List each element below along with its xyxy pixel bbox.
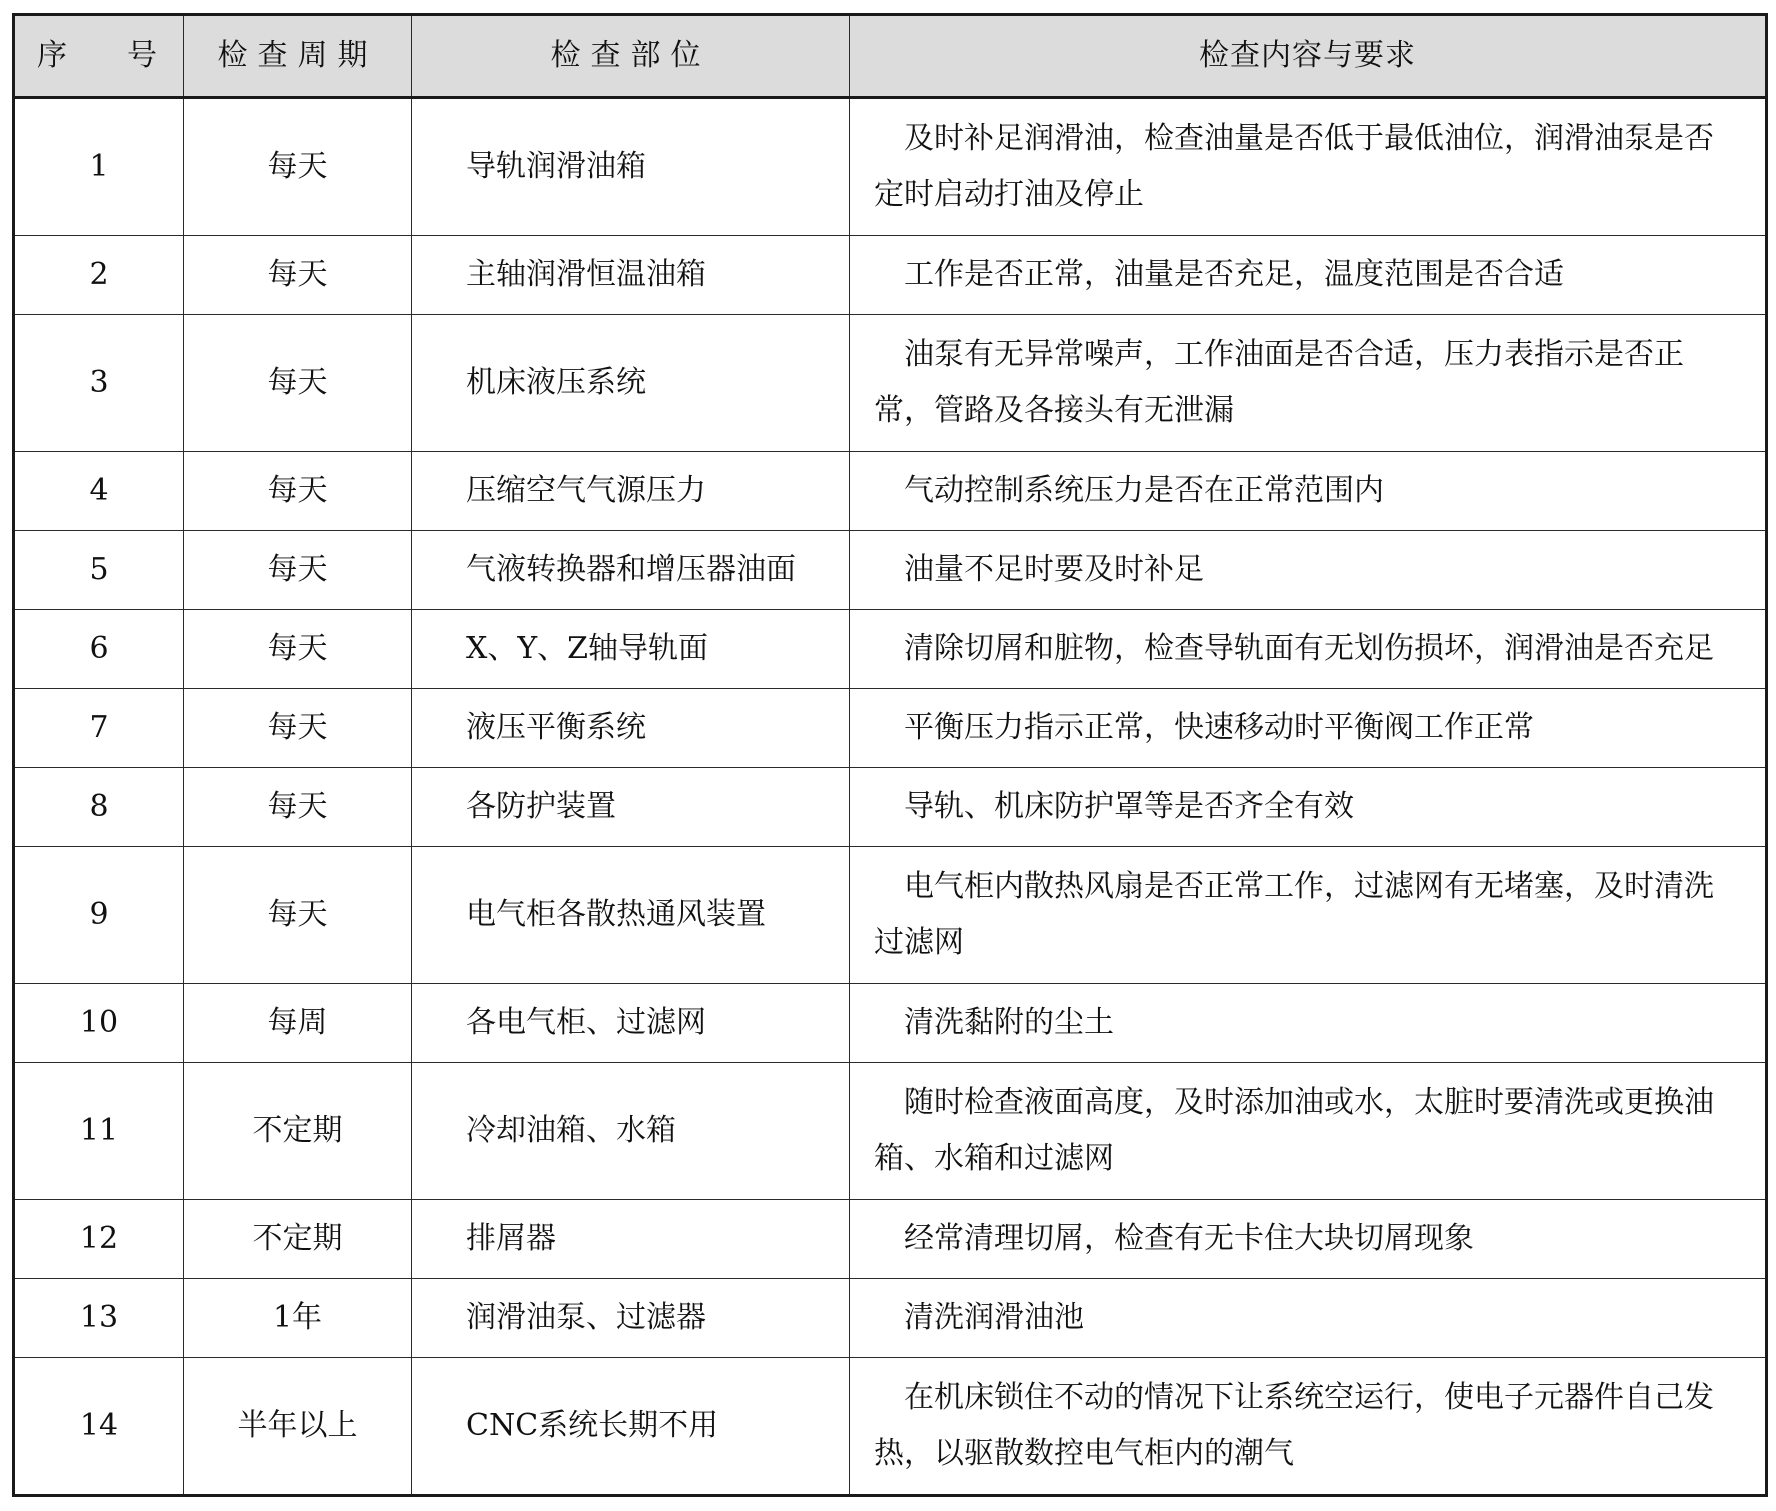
row-content: 油量不足时要及时补足 <box>850 531 1767 610</box>
table-row <box>14 984 1767 1063</box>
row-content: 经常清理切屑，检查有无卡住大块切屑现象 <box>850 1200 1767 1279</box>
table-body <box>14 98 1767 1496</box>
row-part: 液压平衡系统 <box>412 689 850 768</box>
row-content: 工作是否正常，油量是否充足，温度范围是否合适 <box>850 236 1767 315</box>
maintenance-table-container <box>12 13 1765 1497</box>
header-part: 检查部位 <box>412 15 850 98</box>
row-part: 润滑油泵、过滤器 <box>412 1279 850 1358</box>
table-row <box>14 1279 1767 1358</box>
row-part: 气液转换器和增压器油面 <box>412 531 850 610</box>
row-seq: 7 <box>14 689 184 768</box>
table-row <box>14 315 1767 452</box>
row-period: 每天 <box>184 768 412 847</box>
row-part: 机床液压系统 <box>412 315 850 452</box>
row-seq: 4 <box>14 452 184 531</box>
row-period: 1年 <box>184 1279 412 1358</box>
row-content: 平衡压力指示正常，快速移动时平衡阀工作正常 <box>850 689 1767 768</box>
row-period: 不定期 <box>184 1063 412 1200</box>
header-row <box>14 15 1767 98</box>
row-part: 电气柜各散热通风装置 <box>412 847 850 984</box>
row-seq: 5 <box>14 531 184 610</box>
table-row <box>14 531 1767 610</box>
row-part: CNC系统长期不用 <box>412 1358 850 1496</box>
row-period: 每周 <box>184 984 412 1063</box>
table-row <box>14 768 1767 847</box>
row-part: 压缩空气气源压力 <box>412 452 850 531</box>
row-content: 清洗黏附的尘土 <box>850 984 1767 1063</box>
maintenance-inspection-table <box>12 13 1768 1497</box>
row-seq: 6 <box>14 610 184 689</box>
row-seq: 11 <box>14 1063 184 1200</box>
table-row <box>14 236 1767 315</box>
row-seq: 13 <box>14 1279 184 1358</box>
header-seq <box>14 15 184 98</box>
row-part: 各电气柜、过滤网 <box>412 984 850 1063</box>
row-content: 油泵有无异常噪声，工作油面是否合适，压力表指示是否正常，管路及各接头有无泄漏 <box>850 315 1767 452</box>
row-period: 每天 <box>184 452 412 531</box>
table-row <box>14 689 1767 768</box>
table-row <box>14 1358 1767 1496</box>
table-row <box>14 847 1767 984</box>
table-row <box>14 452 1767 531</box>
row-seq: 14 <box>14 1358 184 1496</box>
row-period: 每天 <box>184 610 412 689</box>
row-content: 清洗润滑油池 <box>850 1279 1767 1358</box>
row-part: 排屑器 <box>412 1200 850 1279</box>
row-period: 每天 <box>184 236 412 315</box>
table-header <box>14 15 1767 98</box>
row-content: 气动控制系统压力是否在正常范围内 <box>850 452 1767 531</box>
row-period: 半年以上 <box>184 1358 412 1496</box>
header-seq-right: 号 <box>127 38 157 73</box>
table-row <box>14 1200 1767 1279</box>
row-seq: 8 <box>14 768 184 847</box>
row-part: 导轨润滑油箱 <box>412 98 850 236</box>
row-part: X、Y、Z轴导轨面 <box>412 610 850 689</box>
table-row <box>14 610 1767 689</box>
row-content: 电气柜内散热风扇是否正常工作，过滤网有无堵塞，及时清洗过滤网 <box>850 847 1767 984</box>
row-period: 每天 <box>184 689 412 768</box>
row-content: 在机床锁住不动的情况下让系统空运行，使电子元器件自己发热，以驱散数控电气柜内的潮气 <box>850 1358 1767 1496</box>
row-seq: 12 <box>14 1200 184 1279</box>
row-seq: 10 <box>14 984 184 1063</box>
row-content: 清除切屑和脏物，检查导轨面有无划伤损坏，润滑油是否充足 <box>850 610 1767 689</box>
row-content: 随时检查液面高度，及时添加油或水，太脏时要清洗或更换油箱、水箱和过滤网 <box>850 1063 1767 1200</box>
row-seq: 1 <box>14 98 184 236</box>
row-seq: 3 <box>14 315 184 452</box>
row-seq: 2 <box>14 236 184 315</box>
row-period: 每天 <box>184 98 412 236</box>
row-period: 不定期 <box>184 1200 412 1279</box>
row-part: 主轴润滑恒温油箱 <box>412 236 850 315</box>
row-period: 每天 <box>184 531 412 610</box>
header-content: 检查内容与要求 <box>850 15 1767 98</box>
row-seq: 9 <box>14 847 184 984</box>
row-part: 各防护装置 <box>412 768 850 847</box>
table-row <box>14 98 1767 236</box>
header-period: 检查周期 <box>184 15 412 98</box>
row-part: 冷却油箱、水箱 <box>412 1063 850 1200</box>
table-row <box>14 1063 1767 1200</box>
row-content: 导轨、机床防护罩等是否齐全有效 <box>850 768 1767 847</box>
row-period: 每天 <box>184 315 412 452</box>
header-seq-left: 序 <box>37 38 67 73</box>
row-content: 及时补足润滑油，检查油量是否低于最低油位，润滑油泵是否定时启动打油及停止 <box>850 98 1767 236</box>
row-period: 每天 <box>184 847 412 984</box>
